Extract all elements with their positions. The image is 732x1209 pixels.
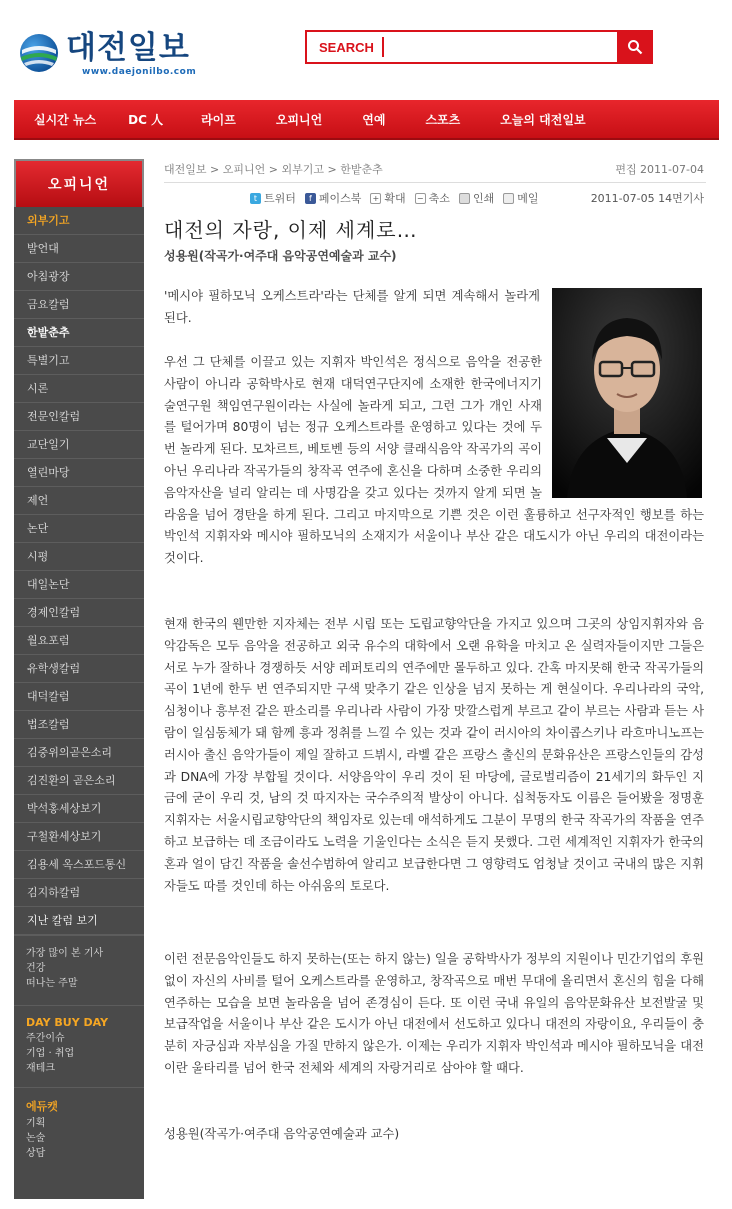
article-paragraph: '메시야 필하모닉 오케스트라'라는 단체를 알게 되면 계속해서 놀라게 된다. xyxy=(164,289,540,325)
sidebar-item[interactable]: 금요칼럼 xyxy=(14,291,144,319)
sidebar-link[interactable]: 논술 xyxy=(26,1133,46,1144)
sidebar-item[interactable]: 법조칼럼 xyxy=(14,711,144,739)
sidebar xyxy=(14,159,144,1199)
breadcrumb-item[interactable]: 외부기고 xyxy=(281,163,324,176)
breadcrumb: 대전일보 > 오피니언 > 외부기고 > 한밭춘추 xyxy=(164,163,383,176)
sidebar-item[interactable]: 특별기고 xyxy=(14,347,144,375)
article-paragraph: 우선 그 단체를 이끌고 있는 지휘자 박인석은 정식으로 음악을 전공한 사람이 아니라 공학박사로 현재 대덕연구단지에 소재한 한국에너지기술연구원 책임연구원이라는 사실에 놀라게 되고, 그런 그가 개인 사재를 털어가며 80명이 넘는 정규 오케스트라를 운영하고 있다는 것에 두 번 놀라게 된다. 모차르트, 베토벤 등의 서양 클래식음악 작곡가의 곡이 아닌 우리나라 작곡가들의 창작곡 연주에 혼신을 다하며 소중한 우리의 음악자산을 널리 알리는 데 사명감을 갖고 있다는 것까지 알게 되면 놀라움을 넘어 경탄을 하게 된다. 그리고 마지막으로 기쁜 것은 이런 훌륭하고 선구자적인 행보를 하는 박인석 지휘자와 메시야 필하모닉의 소재지가 서울이나 부산 같은 대도시가 아닌 우리의 대전이라는 것이다. xyxy=(164,352,704,570)
zoom-in-label: 확대 xyxy=(384,192,406,205)
sidebar-item[interactable]: 김진환의 곧은소리 xyxy=(14,767,144,795)
sidebar-item-external-contribution[interactable]: 외부기고 xyxy=(14,207,144,235)
nav-item-sports[interactable]: 스포츠 xyxy=(425,113,461,127)
email-button[interactable] xyxy=(503,190,538,206)
zoom-out-button[interactable] xyxy=(415,190,450,206)
sidebar-item[interactable]: 김용세 옥스포드통신 xyxy=(14,851,144,879)
sidebar-item[interactable]: 시론 xyxy=(14,375,144,403)
sidebar-item[interactable]: 유학생칼럼 xyxy=(14,655,144,683)
sidebar-item[interactable]: 시평 xyxy=(14,543,144,571)
nav-item-realtime-news[interactable]: 실시간 뉴스 xyxy=(34,113,97,127)
nav-item-entertainment[interactable]: 연예 xyxy=(362,113,386,127)
logo-url: www.daejonilbo.com xyxy=(82,67,197,77)
sidebar-item[interactable]: 김지하칼럼 xyxy=(14,879,144,907)
sidebar-item-past-columns[interactable]: 지난 칼럼 보기 xyxy=(14,907,144,935)
nav-item-life[interactable]: 라이프 xyxy=(201,113,236,127)
breadcrumb-item[interactable]: 대전일보 xyxy=(164,163,207,176)
twitter-button[interactable] xyxy=(250,190,296,206)
sidebar-title: 오피니언 xyxy=(14,159,144,207)
article-signature: 성용원(작곡가·여주대 음악공연예술과 교수) xyxy=(164,1127,400,1141)
search-box xyxy=(305,30,653,64)
sidebar-item[interactable]: 박석홍세상보기 xyxy=(14,795,144,823)
sidebar-block-title: 에듀캣 xyxy=(26,1100,58,1113)
print-button[interactable] xyxy=(459,190,494,206)
publish-date: 2011-07-05 14면기사 xyxy=(590,192,704,205)
print-label: 인쇄 xyxy=(472,192,495,205)
article-paragraph: 이런 전문음악인들도 하지 못하는(또는 하지 않는) 일을 공학박사가 정부의 지원이나 민간기업의 후원 없이 자신의 사비를 털어 오케스트라를 운영하고, 창작곡으로 매번 무대에 올리면서 혼신의 힘을 다해 연주하는 모습을 보면 놀라움을 넘어 존경심이 든다. 또 이런 국내 유일의 음악문화유산 보전발굴 및 보급작업을 서울이나 부산 같은 도시가 아닌 대전에서 선도하고 있다니 대전의 자랑이요, 우리들이 충분히 자긍심과 자부심을 가질 만하지 않은가. 이제는 우리가 지휘자 박인석과 메시야 필하모닉을 대전이란 울타리를 넘어 한국 전체와 세계의 자랑거리로 삼아야 할 때다. xyxy=(164,952,704,1075)
logo-wordmark: 대전일보 xyxy=(66,30,190,66)
search-label: SEARCH xyxy=(319,40,374,55)
sidebar-item[interactable]: 대일논단 xyxy=(14,571,144,599)
article-paragraph: 현재 한국의 웬만한 지자체는 전부 시립 또는 도립교향악단을 가지고 있으며 그곳의 상임지휘자와 음악감독은 모두 음악을 전공하고 외국 유수의 대학에서 오랜 유학을 마치고 온 실력자들이지만 그들은 서로 누가 잘하나 경쟁하듯 서양 레퍼토리의 연주에만 몰두하고 있다. 간혹 마지못해 한국 작곡가들의 곡이 1년에 한두 번 연주되지만 구색 맞추기 같은 인상을 넘지 못하는 게 현실이다. 우리나라의 국악, 심청이나 흥부전 같은 판소리를 우리나라 사람이 가장 맛깔스럽게 부르고 같이 부르는 사람과 듣는 사람이 일심동체가 돼 함께 흥과 정취를 느낄 수 있는 것과 같이 러시아의 차이콥스키나 라흐마니노프는 러시아 출신 음악가들이 제일 잘하고 드뷔시, 라벨 같은 프랑스 출신의 문화유산은 프랑스인들의 감성과 DNA에 가장 부합될 것이다. 서양음악이 우리 것이 된 마당에, 글로벌리즘이 21세기의 화두인 지금에 굳이 우리 것, 남의 것 따지자는 국수주의적 발상이 아니다. 십척동자도 이름은 들어봤을 정명훈 지휘자는 서울시립교향악단의 책임자로 있는데 애석하게도 그분이 무명의 한국 작곡가의 작품을 연주하고 보급하는 데 조금이라도 노력을 기울인다는 소식은 듣지 못했다. 그런 세계적인 지휘자가 한국의 혼과 얼이 담긴 작품을 솔선수범하여 알리고 보급한다면 그 영향력도 엄청날 것이고 국내의 많은 지휘자들도 따를 것인데 하는 아쉬움의 토로다. xyxy=(164,617,704,893)
search-icon xyxy=(627,39,643,55)
edit-date: 편집 2011-07-04 xyxy=(615,163,704,176)
breadcrumb-item[interactable]: 한밭춘추 xyxy=(340,163,383,176)
sidebar-link[interactable]: 떠나는 주말 xyxy=(26,978,78,989)
sidebar-item[interactable]: 교단일기 xyxy=(14,431,144,459)
nav-item-dc[interactable]: DC 人 xyxy=(128,113,164,127)
zoom-out-icon: − xyxy=(415,193,426,204)
sidebar-link[interactable]: 기업 · 취업 xyxy=(26,1048,75,1059)
sidebar-block-educat xyxy=(14,1087,144,1161)
nav-item-opinion[interactable]: 오피니언 xyxy=(275,113,323,127)
nav-item-today-daejon[interactable]: 오늘의 대전일보 xyxy=(500,113,586,127)
sidebar-link[interactable]: 상담 xyxy=(26,1148,46,1159)
zoom-in-button[interactable] xyxy=(370,190,405,206)
main-nav xyxy=(14,100,719,140)
sidebar-item[interactable]: 아침광장 xyxy=(14,263,144,291)
twitter-icon: t xyxy=(250,193,261,204)
sidebar-link[interactable]: 주간이슈 xyxy=(26,1033,65,1044)
sidebar-link[interactable]: 재테크 xyxy=(26,1063,55,1074)
float-spacer xyxy=(542,352,704,502)
sidebar-item[interactable]: 열린마당 xyxy=(14,459,144,487)
sidebar-item[interactable]: 구철환세상보기 xyxy=(14,823,144,851)
sidebar-item[interactable]: 대덕칼럼 xyxy=(14,683,144,711)
sidebar-item[interactable]: 월요포럼 xyxy=(14,627,144,655)
sidebar-item[interactable]: 발언대 xyxy=(14,235,144,263)
search-input[interactable] xyxy=(382,37,620,57)
search-button[interactable] xyxy=(617,30,653,64)
email-label: 메일 xyxy=(517,192,539,205)
article-toolbar xyxy=(250,190,547,206)
mail-icon xyxy=(503,193,514,204)
article-headline: 대전의 자랑, 이제 세계로… xyxy=(164,218,418,242)
sidebar-block-title: DAY BUY DAY xyxy=(26,1016,109,1029)
sidebar-item[interactable]: 전문인칼럼 xyxy=(14,403,144,431)
sidebar-item[interactable]: 김중위의곧은소리 xyxy=(14,739,144,767)
print-icon xyxy=(459,193,470,204)
zoom-in-icon: + xyxy=(370,193,381,204)
site-logo[interactable] xyxy=(18,28,218,82)
sidebar-item[interactable]: 경제인칼럼 xyxy=(14,599,144,627)
sidebar-item[interactable]: 논단 xyxy=(14,515,144,543)
sidebar-item-hanbat-chunchu[interactable]: 한밭춘추 xyxy=(14,319,144,347)
sidebar-link[interactable]: 기획 xyxy=(26,1118,46,1129)
sidebar-link[interactable]: 가장 많이 본 기사 xyxy=(26,948,104,959)
sidebar-link[interactable]: 건강 xyxy=(26,963,46,974)
facebook-icon: f xyxy=(305,193,316,204)
article-byline: 성용원(작곡가·여주대 음악공연예술과 교수) xyxy=(164,249,397,263)
sidebar-block-daybuyday xyxy=(14,1005,144,1087)
sidebar-block-popular xyxy=(14,935,144,1005)
globe-logo-icon xyxy=(18,32,60,74)
facebook-button[interactable] xyxy=(305,190,362,206)
breadcrumb-item[interactable]: 오피니언 xyxy=(222,163,266,176)
facebook-label: 페이스북 xyxy=(318,192,362,205)
divider xyxy=(164,182,706,183)
sidebar-item[interactable]: 제언 xyxy=(14,487,144,515)
zoom-out-label: 축소 xyxy=(428,192,450,205)
twitter-label: 트위터 xyxy=(264,192,296,205)
